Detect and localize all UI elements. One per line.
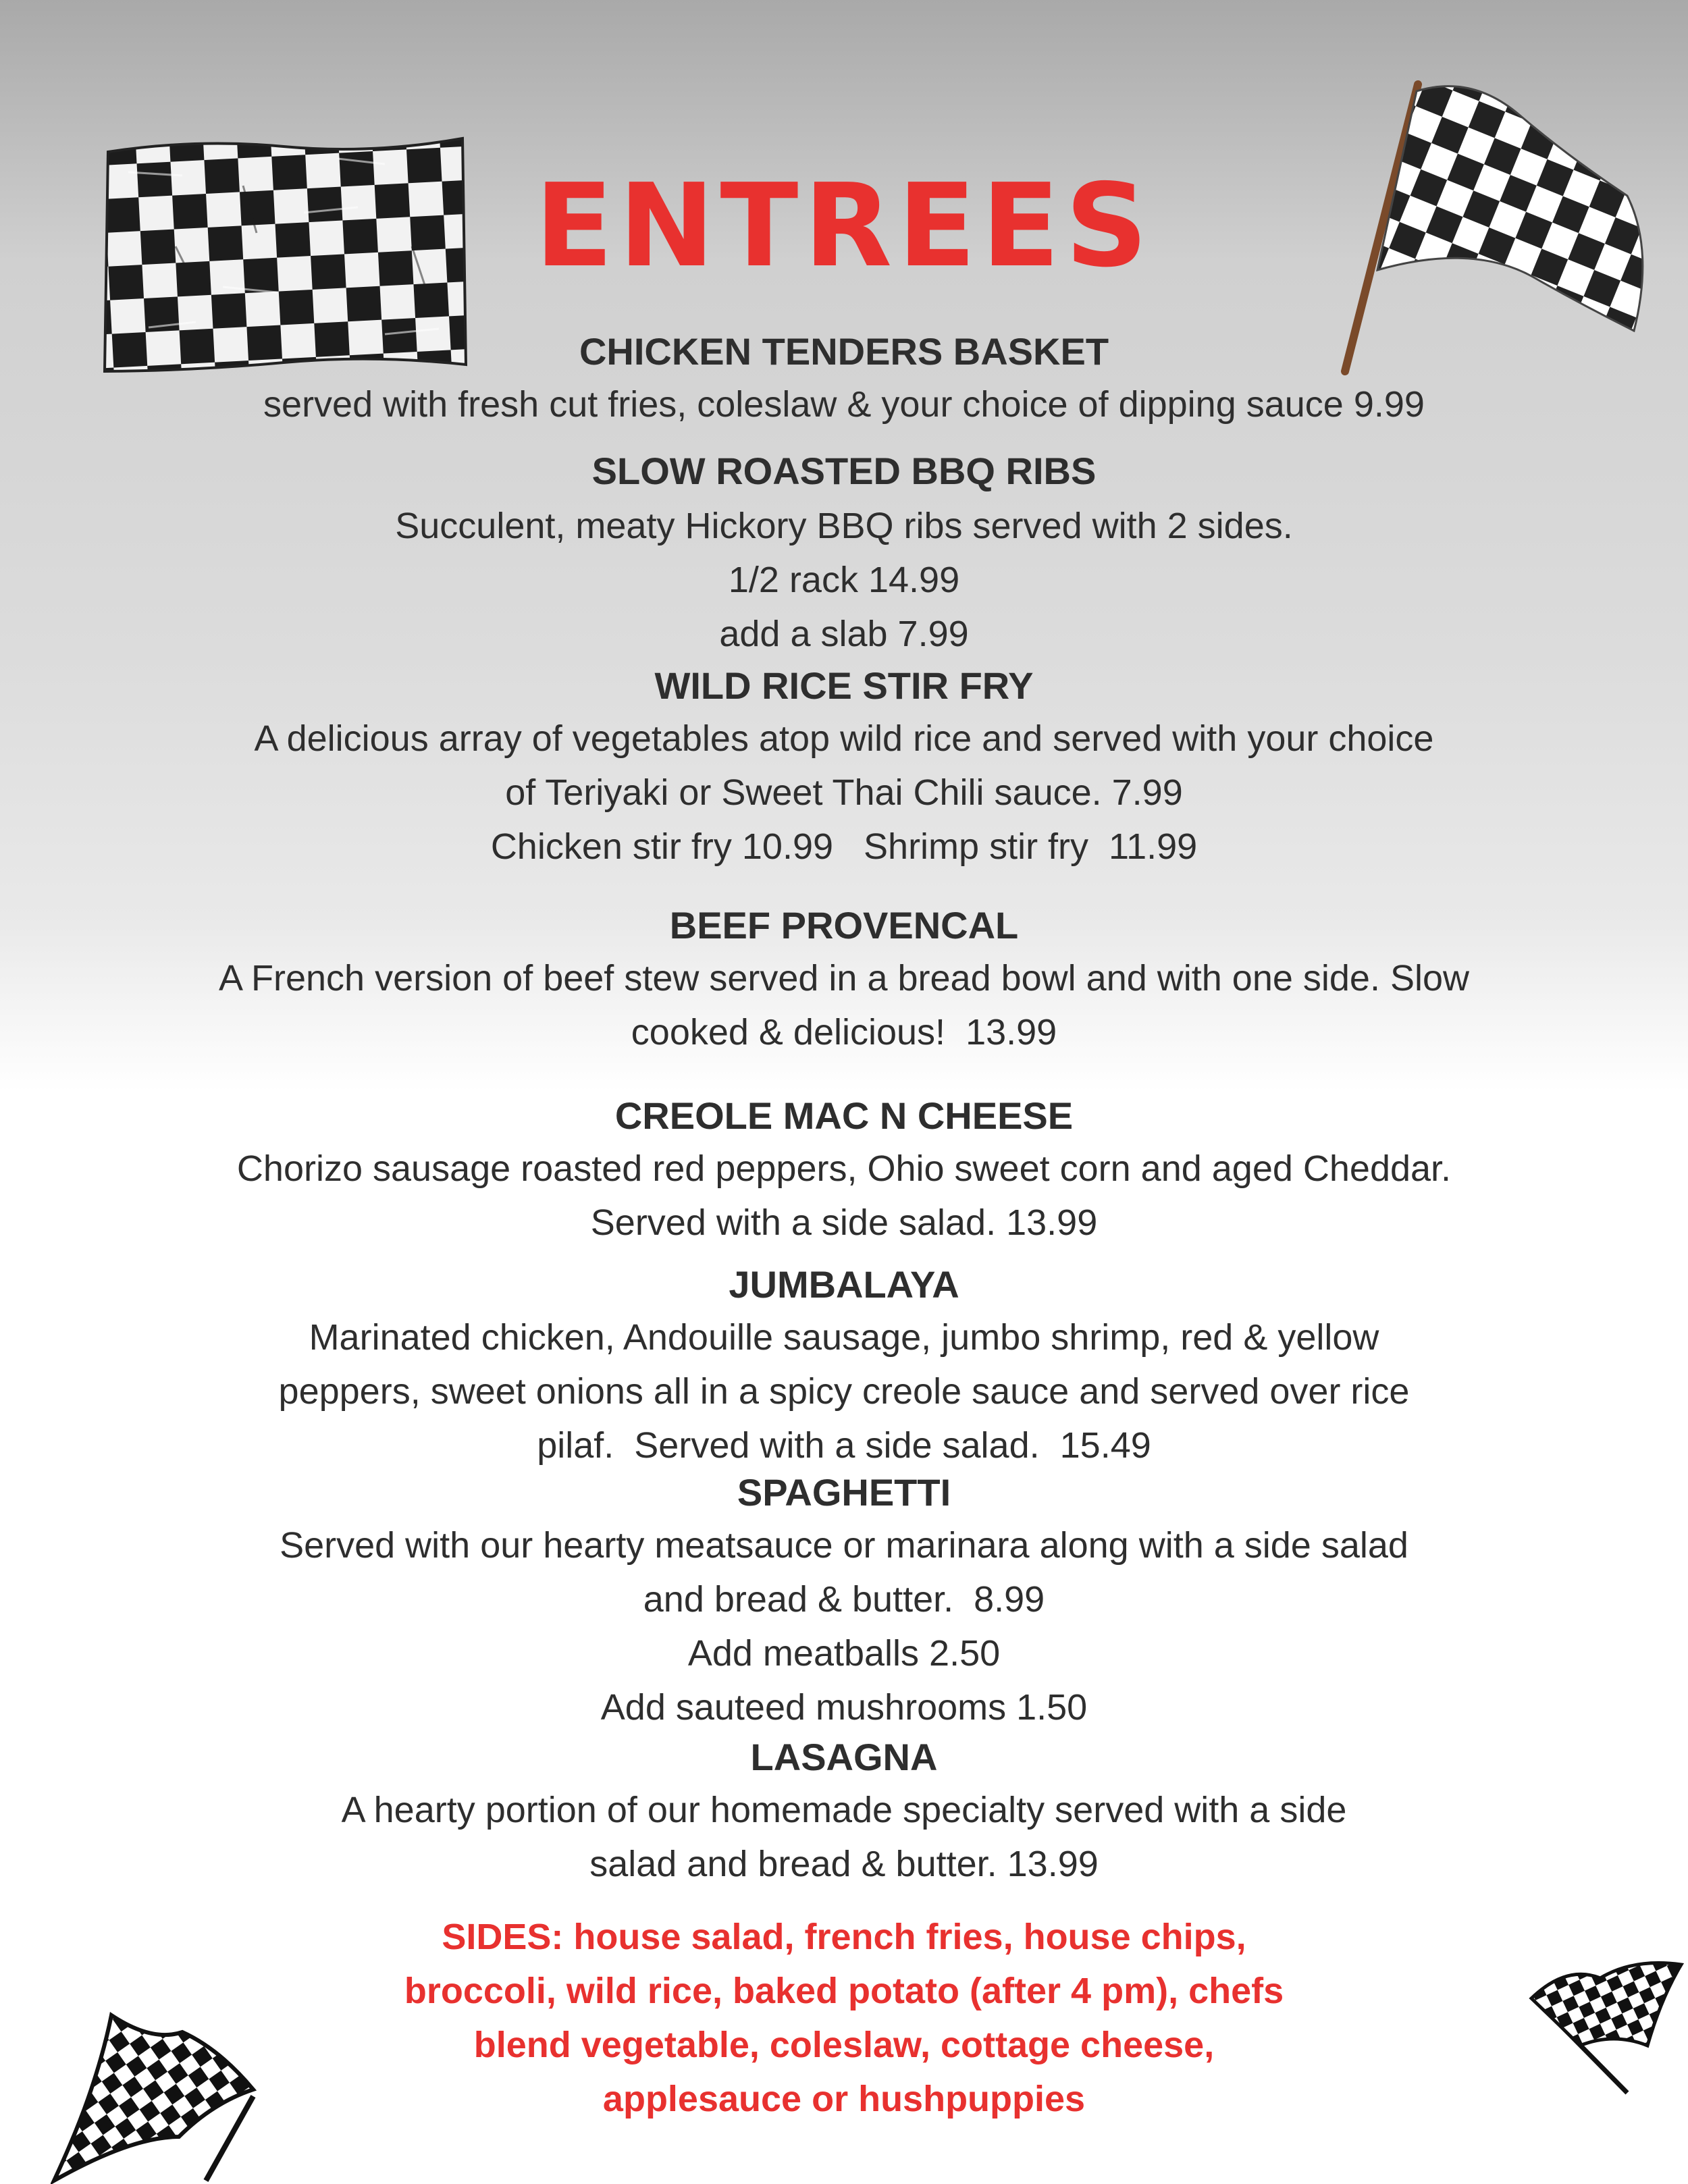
menu-item-description: cooked & delicious! 13.99 <box>631 1012 1057 1053</box>
menu-item-description: pilaf. Served with a side salad. 15.49 <box>537 1425 1151 1466</box>
menu-item-name: SPAGHETTI <box>737 1471 951 1514</box>
menu-item-description: Marinated chicken, Andouille sausage, jumbo shrimp, red & yellow <box>309 1317 1379 1358</box>
menu-item-description: Succulent, meaty Hickory BBQ ribs served with 2 sides. <box>395 506 1293 546</box>
menu-item-description: salad and bread & butter. 13.99 <box>589 1844 1099 1884</box>
page-title: ENTREES <box>535 159 1153 293</box>
menu-item-description: Add meatballs 2.50 <box>687 1633 1001 1674</box>
menu-item-description: and bread & butter. 8.99 <box>643 1579 1045 1620</box>
menu-item-name: LASAGNA <box>750 1736 938 1778</box>
menu-item-description: Chorizo sausage roasted red peppers, Ohio sweet corn and aged Cheddar. <box>236 1148 1452 1189</box>
menu-item-description: of Teriyaki or Sweet Thai Chili sauce. 7.99 <box>505 772 1183 813</box>
menu-item-description: A delicious array of vegetables atop wild rice and served with your choice <box>254 718 1434 759</box>
sides-text-line: broccoli, wild rice, baked potato (after 4 pm), chefs <box>404 1971 1284 2011</box>
menu-item-name: CREOLE MAC N CHEESE <box>614 1094 1074 1137</box>
menu-item-description: add a slab 7.99 <box>719 614 969 654</box>
sides-text-line: SIDES: house salad, french fries, house chips, <box>442 1917 1246 1957</box>
menu-item-name: JUMBALAYA <box>729 1263 959 1306</box>
sides-text-line: blend vegetable, coleslaw, cottage cheese, <box>473 2025 1215 2065</box>
menu-item-name: SLOW ROASTED BBQ RIBS <box>591 450 1097 492</box>
menu-item-description: Chicken stir fry 10.99 Shrimp stir fry 11.99 <box>490 826 1198 867</box>
menu-item-description: served with fresh cut fries, coleslaw & your choice of dipping sauce 9.99 <box>263 384 1425 425</box>
menu-item-description: Served with a side salad. 13.99 <box>590 1202 1098 1243</box>
menu-item-name: CHICKEN TENDERS BASKET <box>579 330 1109 373</box>
menu-item-description: Add sauteed mushrooms 1.50 <box>600 1687 1088 1728</box>
menu-item-description: peppers, sweet onions all in a spicy creole sauce and served over rice <box>278 1371 1410 1412</box>
menu-item-name: BEEF PROVENCAL <box>669 904 1019 947</box>
menu-item-name: WILD RICE STIR FRY <box>654 664 1034 707</box>
menu-item-description: A hearty portion of our homemade specialty served with a side <box>341 1790 1347 1830</box>
sides-text-line: applesauce or hushpuppies <box>602 2079 1086 2119</box>
menu-item-description: A French version of beef stew served in a bread bowl and with one side. Slow <box>218 958 1470 998</box>
menu-item-description: Served with our hearty meatsauce or marinara along with a side salad <box>280 1525 1408 1566</box>
menu-item-description: 1/2 rack 14.99 <box>728 560 960 600</box>
